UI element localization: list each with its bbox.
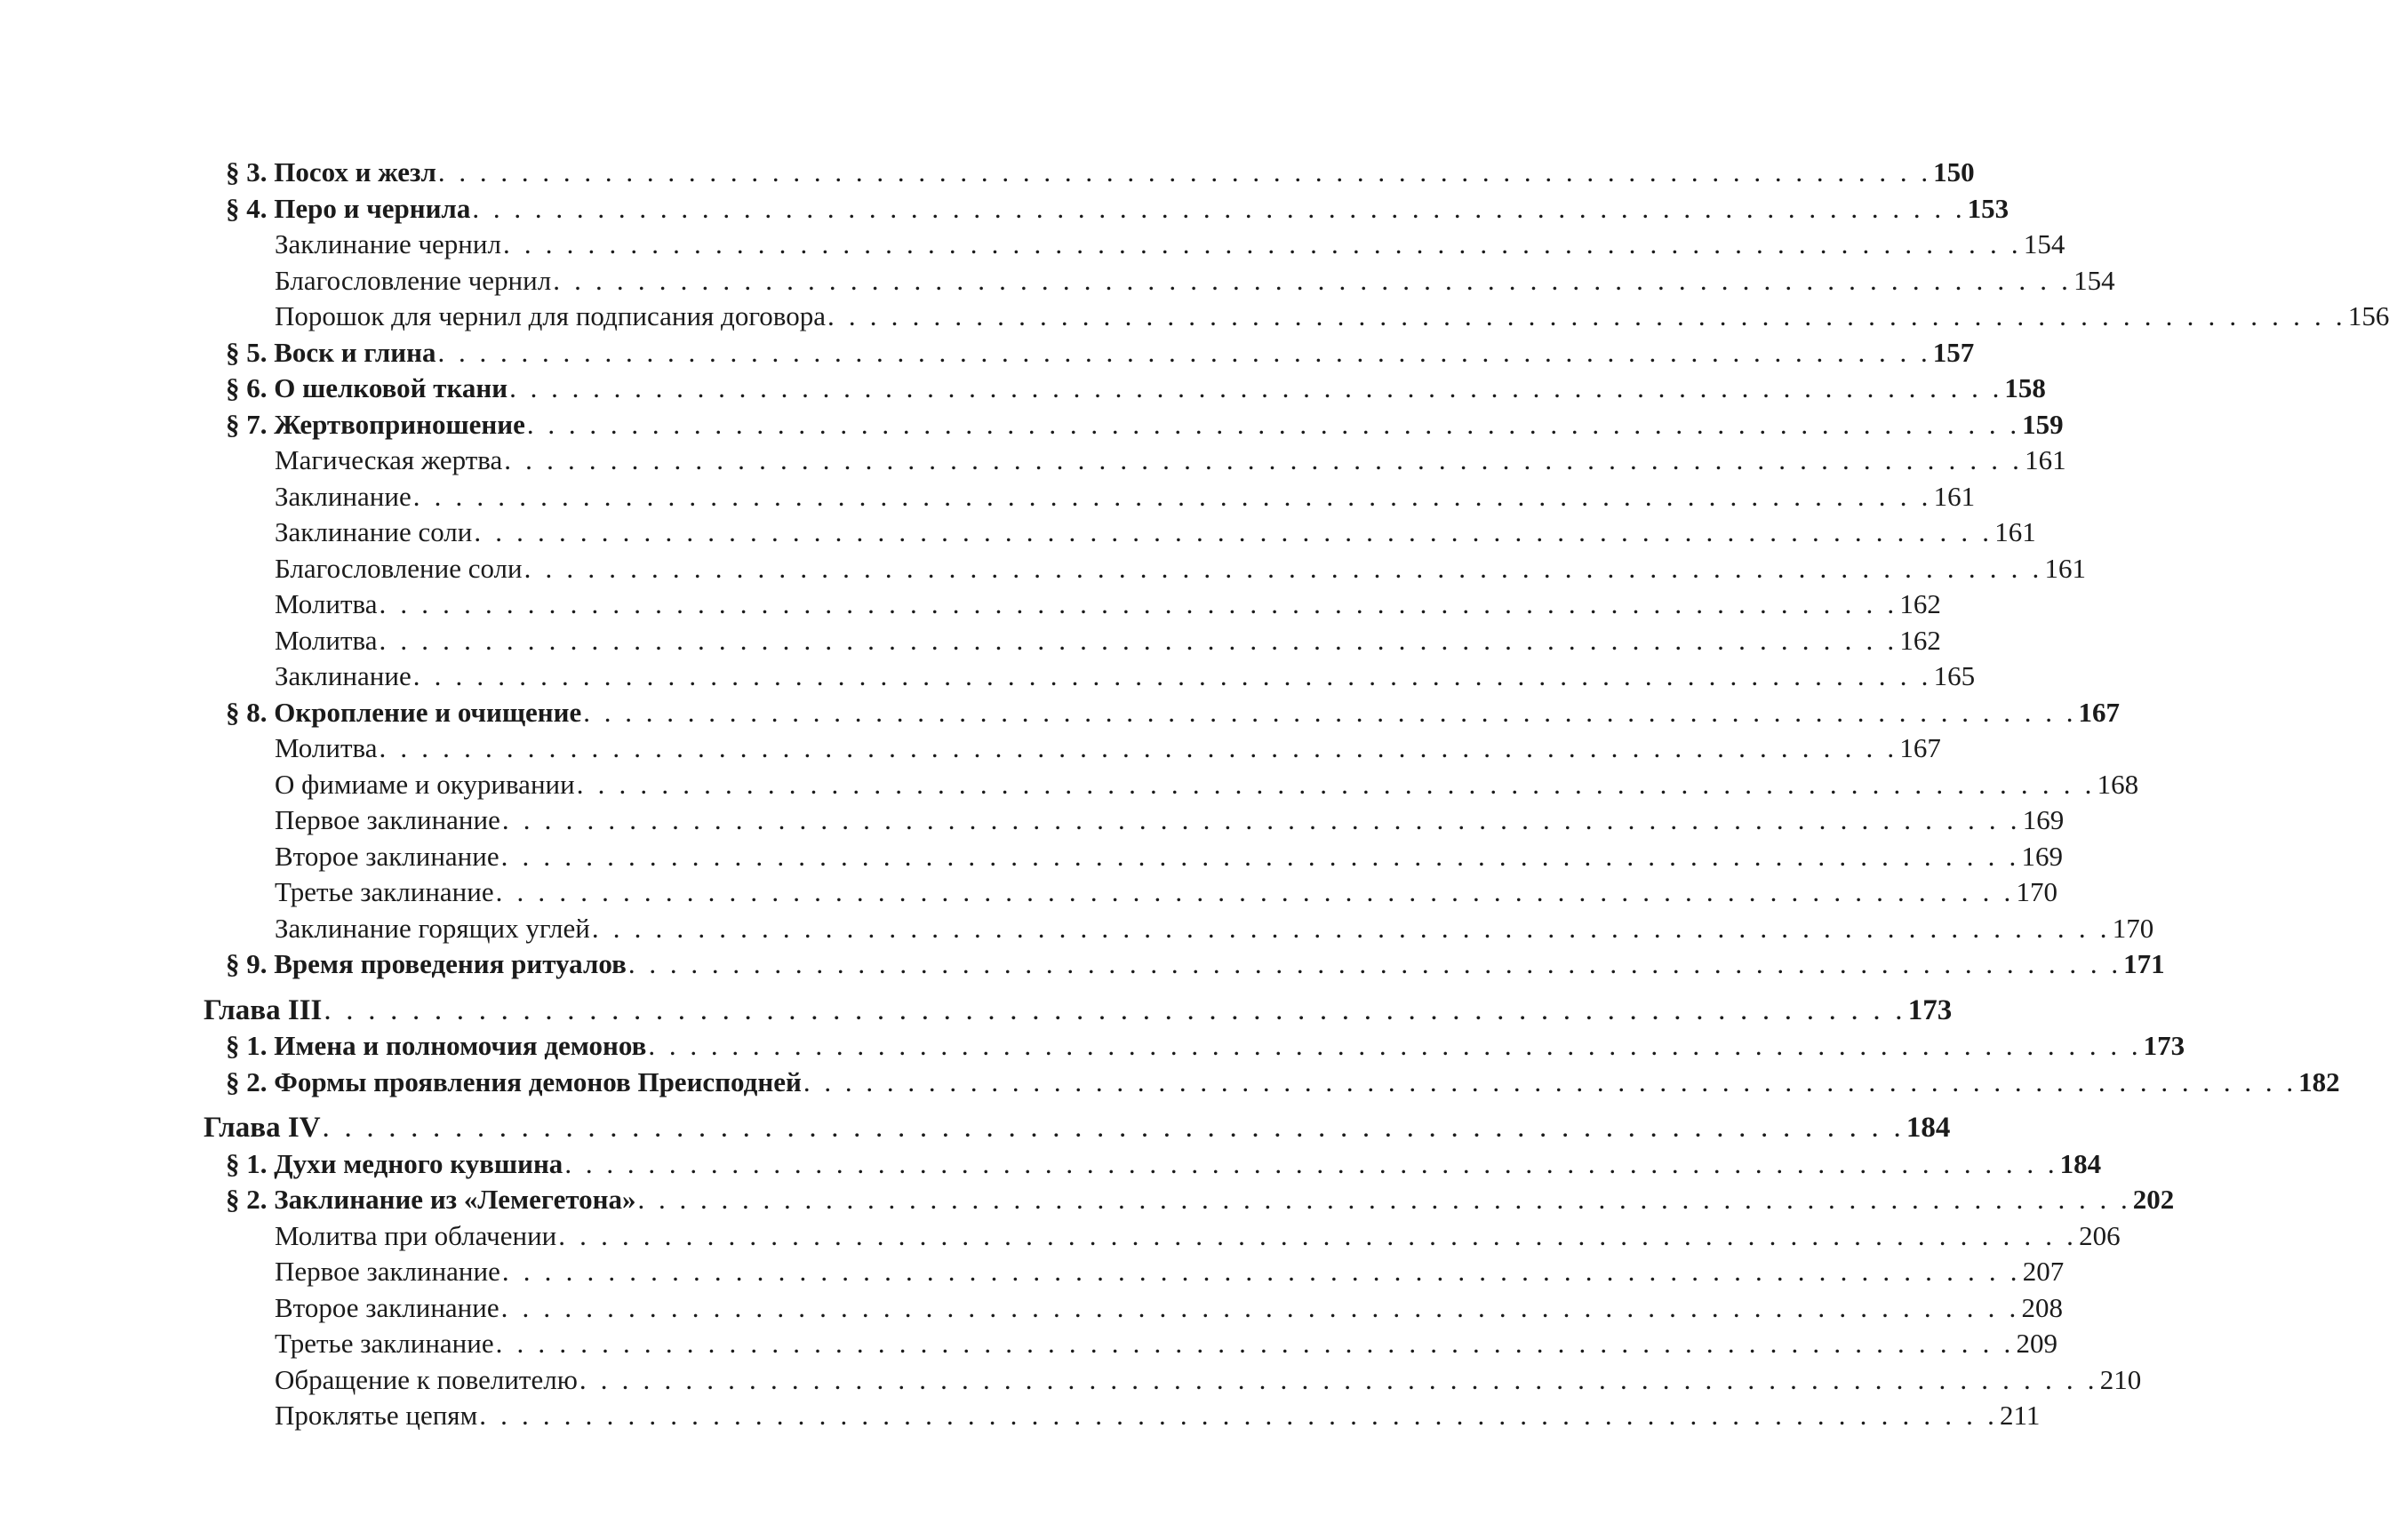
toc-entry-sub[interactable] [204,551,2086,587]
dot-leader: . . . . . . . . . . . . . . . . . . . . . . . . . . . . . . . . . . . . . . . . . . . . . . . . . . . . . . . . . . . . . . . . . . . . . . . . [324,993,1906,1026]
toc-entry-section[interactable] [204,371,2046,407]
toc-entry-sub[interactable] [204,1218,2121,1255]
toc-entry-section[interactable] [204,155,1975,191]
toc-entry-chapter[interactable] [204,993,1953,1029]
dot-leader: . . . . . . . . . . . . . . . . . . . . . . . . . . . . . . . . . . . . . . . . . . . . . . . . . . . . . . . . . . . . . . . . . . . . . . . . [564,1147,2058,1179]
toc-entry-title: § 5. Воск и глина [226,336,436,368]
dot-leader: . . . . . . . . . . . . . . . . . . . . . . . . . . . . . . . . . . . . . . . . . . . . . . . . . . . . . . . . . . . . . . . . . . . . . . . . [474,516,1993,547]
toc-entry-page-number: 209 [2016,1328,2057,1359]
toc-entry-page-number: 184 [2059,1147,2102,1179]
toc-entry-page-number: 161 [1933,480,1976,512]
dot-leader: . . . . . . . . . . . . . . . . . . . . . . . . . . . . . . . . . . . . . . . . . . . . . . . . . . . . . . . . . . . . . . . . . . . . . . . . [479,1400,1999,1431]
toc-entry-page-number: 161 [2044,552,2086,584]
dot-leader: . . . . . . . . . . . . . . . . . . . . . . . . . . . . . . . . . . . . . . . . . . . . . . . . . . . . . . . . . . . . . . . . . . . . . . . . [553,264,2073,296]
dot-leader: . . . . . . . . . . . . . . . . . . . . . . . . . . . . . . . . . . . . . . . . . . . . . . . . . . . . . . . . . . . . . . . . . . . . . . . . [526,408,2021,440]
toc-entry-sub[interactable] [204,479,1976,515]
toc-entry-title: Глава IV [204,1112,321,1144]
dot-leader: . . . . . . . . . . . . . . . . . . . . . . . . . . . . . . . . . . . . . . . . . . . . . . . . . . . . . . . . . . . . . . . . . . . . . . . . [437,156,1932,188]
toc-entry-section[interactable] [204,1146,2102,1183]
toc-entry-title: Заклинание чернил [275,228,501,259]
dot-leader: . . . . . . . . . . . . . . . . . . . . . . . . . . . . . . . . . . . . . . . . . . . . . . . . . . . . . . . . . . . . . . . . . . . . . . . . [803,1065,2297,1097]
toc-entry-title: § 1. Духи медного кувшина [226,1147,563,1179]
toc-entry-page-number: 158 [2004,372,2046,403]
toc-entry-page-number: 208 [2021,1291,2063,1323]
toc-entry-section[interactable] [204,191,2009,227]
toc-entry-sub[interactable] [204,515,2036,551]
toc-entry-section[interactable] [204,335,1975,371]
dot-leader: . . . . . . . . . . . . . . . . . . . . . . . . . . . . . . . . . . . . . . . . . . . . . . . . . . . . . . . . . . . . . . . . . . . . . . . . [379,588,1898,619]
dot-leader: . . . . . . . . . . . . . . . . . . . . . . . . . . . . . . . . . . . . . . . . . . . . . . . . . . . . . . . . . . . . . . . . . . . . . . . . [495,1328,2015,1359]
dot-leader: . . . . . . . . . . . . . . . . . . . . . . . . . . . . . . . . . . . . . . . . . . . . . . . . . . . . . . . . . . . . . . . . . . . . . . . . [583,696,2077,728]
toc-entry-title: Глава III [204,993,323,1026]
toc-entry-page-number: 157 [1932,336,1975,368]
toc-entry-sub[interactable] [204,658,1976,695]
dot-leader: . . . . . . . . . . . . . . . . . . . . . . . . . . . . . . . . . . . . . . . . . . . . . . . . . . . . . . . . . . . . . . . . . . . . . . . . [576,768,2096,800]
dot-leader: . . . . . . . . . . . . . . . . . . . . . . . . . . . . . . . . . . . . . . . . . . . . . . . . . . . . . . . . . . . . . . . . . . . . . . . . [558,1219,2078,1251]
toc-entry-section[interactable] [204,695,2121,731]
toc-entry-title: Проклятье цепям [275,1400,478,1431]
toc-entry-sub[interactable] [204,1362,2142,1399]
toc-entry-title: Заклинание [275,660,411,691]
dot-leader: . . . . . . . . . . . . . . . . . . . . . . . . . . . . . . . . . . . . . . . . . . . . . . . . . . . . . . . . . . . . . . . . . . . . . . . . [472,192,1966,224]
toc-entry-section[interactable] [204,1028,2185,1065]
toc-entry-page-number: 173 [2143,1030,2185,1061]
toc-entry-page-number: 165 [1933,660,1976,691]
toc-entry-page-number: 207 [2022,1256,2065,1287]
toc-entry-title: Молитва [275,624,378,656]
toc-entry-section[interactable] [204,407,2064,443]
toc-entry-title: Второе заклинание [275,1291,499,1323]
toc-entry-page-number: 206 [2079,1219,2121,1251]
toc-entry-page-number: 162 [1899,624,1941,656]
toc-entry-page-number: 170 [2112,912,2154,944]
toc-entry-title: Порошок для чернил для подписания договора [275,300,826,331]
dot-leader: . . . . . . . . . . . . . . . . . . . . . . . . . . . . . . . . . . . . . . . . . . . . . . . . . . . . . . . . . . . . . . . . . . . . . . . . [412,480,1932,512]
toc-entry-page-number: 169 [2021,840,2063,872]
toc-entry-sub[interactable] [204,767,2139,803]
dot-leader: . . . . . . . . . . . . . . . . . . . . . . . . . . . . . . . . . . . . . . . . . . . . . . . . . . . . . . . . . . . . . . . . . . . . . . . . [637,1184,2131,1215]
toc-entry-page-number: 167 [2078,696,2121,728]
toc-entry-page-number: 202 [2132,1184,2175,1215]
dot-leader: . . . . . . . . . . . . . . . . . . . . . . . . . . . . . . . . . . . . . . . . . . . . . . . . . . . . . . . . . . . . . . . . . . . . . . . . [509,372,2003,403]
toc-entry-sub[interactable] [204,1290,2063,1327]
dot-leader: . . . . . . . . . . . . . . . . . . . . . . . . . . . . . . . . . . . . . . . . . . . . . . . . . . . . . . . . . . . . . . . . . . . . . . . . [627,948,2122,979]
toc-entry-title: § 3. Посох и жезл [226,156,436,188]
toc-entry-title: § 2. Заклинание из «Лемегетона» [226,1184,636,1215]
toc-entry-title: § 6. О шелковой ткани [226,372,508,403]
dot-leader: . . . . . . . . . . . . . . . . . . . . . . . . . . . . . . . . . . . . . . . . . . . . . . . . . . . . . . . . . . . . . . . . . . . . . . . . [502,228,2022,259]
dot-leader: . . . . . . . . . . . . . . . . . . . . . . . . . . . . . . . . . . . . . . . . . . . . . . . . . . . . . . . . . . . . . . . . . . . . . . . . [495,876,2015,907]
toc-entry-title: Первое заклинание [275,804,500,835]
toc-entry-page-number: 162 [1899,588,1941,619]
dot-leader: . . . . . . . . . . . . . . . . . . . . . . . . . . . . . . . . . . . . . . . . . . . . . . . . . . . . . . . . . . . . . . . . . . . . . . . . [523,552,2043,584]
toc-entry-sub[interactable] [204,839,2063,875]
toc-entry-title: § 4. Перо и чернила [226,192,471,224]
toc-entry-page-number: 161 [2025,444,2066,475]
toc-entry-section[interactable] [204,1065,2340,1101]
toc-entry-title: Молитва [275,732,378,763]
dot-leader: . . . . . . . . . . . . . . . . . . . . . . . . . . . . . . . . . . . . . . . . . . . . . . . . . . . . . . . . . . . . . . . . . . . . . . . . [504,444,2024,475]
toc-entry-section[interactable] [204,1182,2175,1218]
toc-entry-chapter[interactable] [204,1110,1951,1146]
toc-entry-sub[interactable] [204,263,2115,299]
toc-entry-sub[interactable] [204,443,2066,479]
toc-entry-page-number: 182 [2298,1065,2340,1097]
dot-leader: . . . . . . . . . . . . . . . . . . . . . . . . . . . . . . . . . . . . . . . . . . . . . . . . . . . . . . . . . . . . . . . . . . . . . . . . [437,336,1931,368]
toc-entry-page-number: 184 [1906,1112,1951,1144]
toc-entry-title: Благословление соли [275,552,523,584]
toc-entry-page-number: 154 [2023,228,2065,259]
toc-entry-page-number: 170 [2016,876,2057,907]
toc-entry-page-number: 169 [2022,804,2065,835]
toc-entry-section[interactable] [204,946,2165,983]
toc-entry-title: Второе заклинание [275,840,499,872]
toc-entry-sub[interactable] [204,1254,2065,1290]
toc-entry-sub[interactable] [204,227,2065,263]
toc-entry-title: Третье заклинание [275,1328,494,1359]
toc-entry-page-number: 167 [1899,732,1941,763]
toc-entry-title: Благословление чернил [275,264,552,296]
toc-entry-sub[interactable] [204,911,2154,947]
toc-entry-sub[interactable] [204,623,1941,659]
toc-entry-sub[interactable] [204,874,2057,911]
toc-entry-sub[interactable] [204,1398,2041,1434]
dot-leader: . . . . . . . . . . . . . . . . . . . . . . . . . . . . . . . . . . . . . . . . . . . . . . . . . . . . . . . . . . . . . . . . . . . . . . . . [648,1030,2142,1061]
toc-entry-title: Обращение к повелителю [275,1363,578,1395]
toc-entry-title: Третье заклинание [275,876,494,907]
toc-entry-page-number: 210 [2099,1363,2142,1395]
toc-entry-title: § 8. Окропление и очищение [226,696,582,728]
table-of-contents [204,155,2389,1434]
toc-entry-title: Магическая жертва [275,444,503,475]
dot-leader: . . . . . . . . . . . . . . . . . . . . . . . . . . . . . . . . . . . . . . . . . . . . . . . . . . . . . . . . . . . . . . . . . . . . . . . . [501,804,2021,835]
toc-entry-title: Молитва [275,588,378,619]
toc-entry-title: Заклинание соли [275,516,473,547]
toc-entry-sub[interactable] [204,1326,2057,1362]
dot-leader: . . . . . . . . . . . . . . . . . . . . . . . . . . . . . . . . . . . . . . . . . . . . . . . . . . . . . . . . . . . . . . . . . . . . . . . . [827,300,2346,331]
toc-entry-page-number: 150 [1933,156,1975,188]
toc-entry-title: Заклинание горящих углей [275,912,590,944]
toc-entry-title: § 9. Время проведения ритуалов [226,948,627,979]
toc-entry-title: Первое заклинание [275,1256,500,1287]
dot-leader: . . . . . . . . . . . . . . . . . . . . . . . . . . . . . . . . . . . . . . . . . . . . . . . . . . . . . . . . . . . . . . . . . . . . . . . . [500,840,2020,872]
toc-entry-title: Заклинание [275,480,411,512]
toc-entry-page-number: 156 [2347,300,2389,331]
toc-entry-sub[interactable] [204,299,2389,335]
toc-entry-page-number: 211 [2000,1400,2041,1431]
dot-leader: . . . . . . . . . . . . . . . . . . . . . . . . . . . . . . . . . . . . . . . . . . . . . . . . . . . . . . . . . . . . . . . . . . . . . . . . [322,1112,1905,1144]
toc-entry-sub[interactable] [204,802,2065,839]
toc-entry-page-number: 171 [2123,948,2165,979]
toc-entry-sub[interactable] [204,730,1941,767]
dot-leader: . . . . . . . . . . . . . . . . . . . . . . . . . . . . . . . . . . . . . . . . . . . . . . . . . . . . . . . . . . . . . . . . . . . . . . . . [501,1256,2021,1287]
toc-entry-page-number: 161 [1994,516,2036,547]
dot-leader: . . . . . . . . . . . . . . . . . . . . . . . . . . . . . . . . . . . . . . . . . . . . . . . . . . . . . . . . . . . . . . . . . . . . . . . . [412,660,1932,691]
toc-entry-page-number: 154 [2073,264,2115,296]
toc-entry-page-number: 168 [2097,768,2139,800]
dot-leader: . . . . . . . . . . . . . . . . . . . . . . . . . . . . . . . . . . . . . . . . . . . . . . . . . . . . . . . . . . . . . . . . . . . . . . . . [591,912,2111,944]
toc-entry-title: Молитва при облачении [275,1219,557,1251]
toc-entry-sub[interactable] [204,586,1941,623]
toc-entry-title: § 1. Имена и полномочия демонов [226,1030,647,1061]
toc-entry-title: § 2. Формы проявления демонов Преисподней [226,1065,802,1097]
toc-entry-page-number: 173 [1907,993,1953,1026]
toc-entry-title: § 7. Жертвоприношение [226,408,525,440]
toc-entry-page-number: 153 [1967,192,2009,224]
dot-leader: . . . . . . . . . . . . . . . . . . . . . . . . . . . . . . . . . . . . . . . . . . . . . . . . . . . . . . . . . . . . . . . . . . . . . . . . [579,1363,2098,1395]
dot-leader: . . . . . . . . . . . . . . . . . . . . . . . . . . . . . . . . . . . . . . . . . . . . . . . . . . . . . . . . . . . . . . . . . . . . . . . . [500,1291,2020,1323]
dot-leader: . . . . . . . . . . . . . . . . . . . . . . . . . . . . . . . . . . . . . . . . . . . . . . . . . . . . . . . . . . . . . . . . . . . . . . . . [379,624,1898,656]
dot-leader: . . . . . . . . . . . . . . . . . . . . . . . . . . . . . . . . . . . . . . . . . . . . . . . . . . . . . . . . . . . . . . . . . . . . . . . . [379,732,1898,763]
toc-entry-title: О фимиаме и окуривании [275,768,575,800]
toc-entry-page-number: 159 [2022,408,2064,440]
